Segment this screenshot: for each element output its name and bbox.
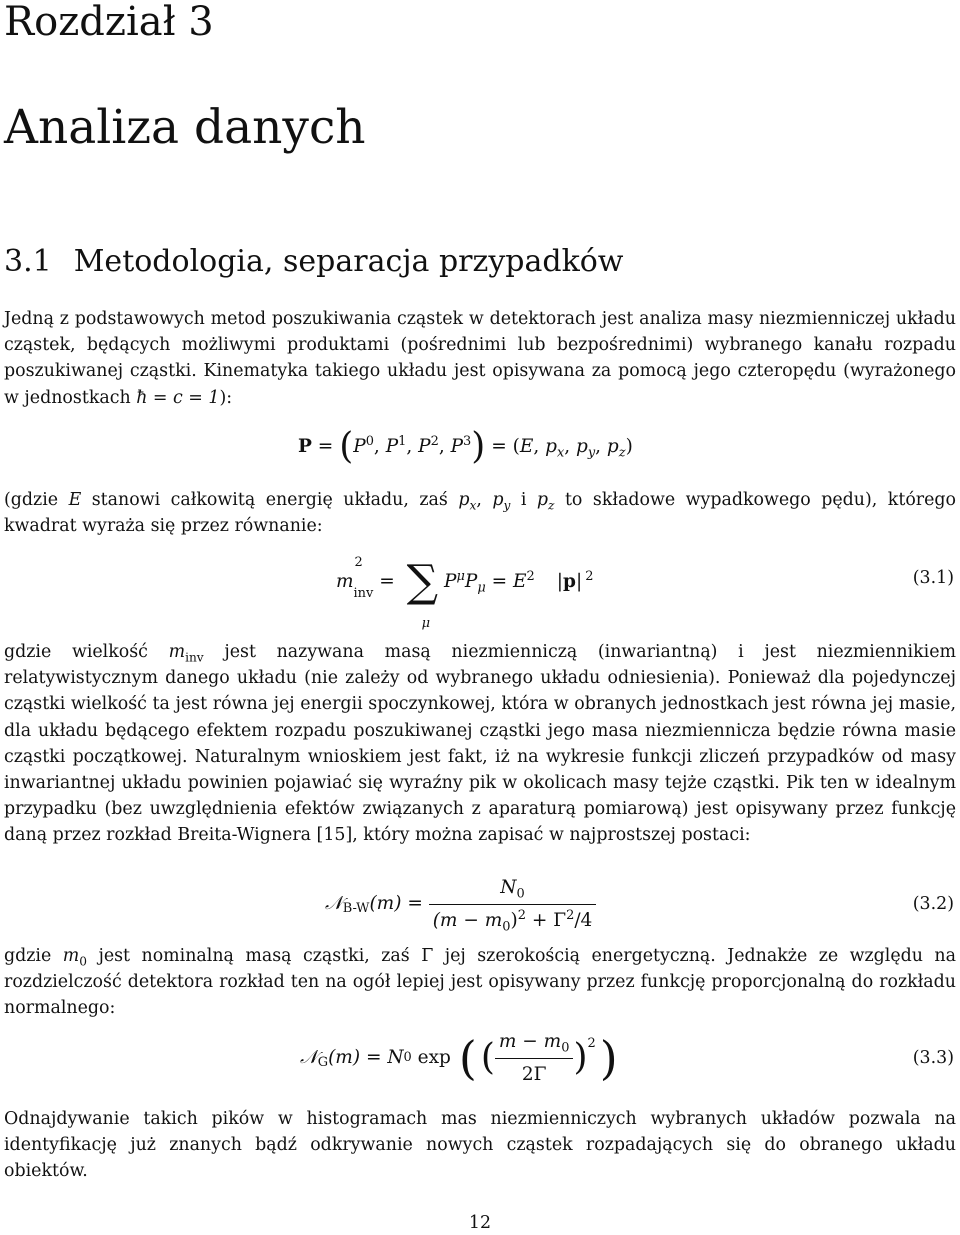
eq-equals: = [360, 1047, 388, 1068]
paragraph-invariant-mass [4, 639, 956, 849]
inline-math-sub: inv [185, 650, 204, 665]
eq-symbol: 𝒩 [300, 1047, 318, 1068]
text-run: jest nazywana masą niezmienniczą (inwariantną) i jest niezmiennikiem relatywistycznym danego układu (nie zależy od wybranego układu odniesienia). Ponieważ dla pojedynczej cząstki wielkość ta jest równa jej energii spoczynkowej, która w obranych jednostkach jest równa jej masie, dla układu będącego efektem rozpadu poszukiwanej cząstki jego masa niezmiennicza będzie równa masie cząstki początkowej. Naturalnym wnioskiem jest fakt, iż na wykresie funkcji zliczeń przypadków od masy inwariantnej układu powinien pojawiać się wyraźny pik w okolicach masy tejże cząstki. Pik ten w idealnym przypadku (bez uwzględnienia efektów związanych z aparaturą pomiarową) jest opisywany przez funkcję daną przez rozkład Breita-Wignera [15], który można zapisać w najprostszej postaci: [4, 642, 957, 846]
fraction-denominator: 2Γ [521, 1063, 547, 1085]
eq-term: + Γ [525, 909, 567, 931]
eq-symbol: p [563, 571, 576, 592]
paragraph-conclusion: Odnajdywanie takich pików w histogramach mas niezmienniczych wybranych układów pozwala na identyfikację już znanych bądź odkrywanie nowych cząstek rozpadających się do obranego układu obiektów. [4, 1109, 956, 1182]
eq-symbol: P [464, 571, 478, 592]
text-run: jej szerokością energetyczną. Jednakże ze względu na rozdzielczość detektora rozkład ten na ogół lepiej jest opisywany przez funkcję proporcjonalną do rozkładu normalnego: [4, 946, 957, 1019]
chapter-title: Analiza danych [4, 100, 366, 155]
paren-open: ( [480, 1037, 495, 1078]
inline-math-sub: z [548, 498, 555, 513]
eq-term: /4 [574, 909, 593, 931]
equation-number: (3.3) [912, 1048, 954, 1068]
inline-math-sub: y [503, 498, 511, 513]
paragraph-intro-text: Jedną z podstawowych metod poszukiwania cząstek w detektorach jest analiza masy niezmienniczej układu cząstek, będących możliwymi produktami (pośrednimi lub bezpośrednimi) wybranego kanału rozpadu poszukiwanej cząstki. Kinematyka takiego układu jest opisywana za pomocą jego czteropędu (wyrażonego w jednostkach [4, 309, 956, 408]
eq-term: m − m [498, 1030, 562, 1052]
text-run: (gdzie [4, 490, 69, 510]
eq-symbol: 𝒩 [325, 893, 343, 914]
rhs-part: p [606, 436, 619, 457]
section-heading [4, 240, 624, 284]
fraction [495, 1028, 574, 1089]
paren-open: ( [339, 426, 354, 467]
rhs-part: p [576, 436, 588, 457]
eq-function: exp [411, 1047, 451, 1068]
eq-symbol: E [513, 571, 527, 592]
fraction-numerator [495, 1028, 574, 1059]
component: P [385, 436, 399, 457]
section-number: 3.1 [4, 244, 52, 279]
fraction-numerator [429, 874, 597, 905]
inline-math-sub: x [469, 498, 477, 513]
inline-math: p [458, 490, 470, 510]
eq-sup: 2 [585, 568, 594, 584]
text-run: i [510, 490, 537, 510]
paren-close: ) [573, 1037, 588, 1078]
inline-math: Γ [421, 946, 434, 966]
eq-arg: (m) [328, 1047, 361, 1068]
abs-bar: | [556, 571, 564, 592]
eq-sup: 2 [526, 568, 535, 584]
inline-math: m [62, 946, 80, 966]
fraction-denominator [429, 905, 597, 935]
equation-3-2: 𝒩 $_{B-W}$ (m) = $\frac{N_0}{(m - m_0)^2 + \Gamma^2/4}$ (3.2) [0, 874, 960, 934]
eq-sup: 2 [517, 907, 526, 923]
eq-equals: = [311, 436, 340, 457]
document-page: Rozdział 3 Analiza danych 3.1 Metodologia, separacja przypadków Jedną z podstawowych metod poszukiwania cząstek w detektorach jest analiza masy niezmienniczej układu cząstek, będących możliwymi produktami (pośrednimi lub bezpośrednimi) wybranego kanału rozpadu poszukiwanej cząstki. Kinematyka takiego układu jest opisywana za pomocą jego czteropędu (wyrażonego w jednostkach ħ = c = 1): $P = (P^0$, $P^1$, $P^2$, $P^3) = (E$, $p_x$, $p_y$, $p_z$) (gdzie E stanowi całkowitą energię układu, zaś $p_x$, $p_y$ i $p_z$ to składowe wypadkowego pędu), którego kwadrat wyraża się przez równanie: m 2 $_{inv}$ = ∑ μ $P^\mu P_\mu = E^2$ |p| $^2$ (3.1) gdzie wielkość $m_{inv}$ jest nazywana masą niezmienniczą (inwariantną) i jest niezmiennikiem relatywistycznym danego układu (nie zależy od wybranego układu odniesienia). Ponieważ dla pojedynczej cząstki wielkość ta jest równa jej energii spoczynkowej, która w obranych jednostkach jest równa jej masie, dla układu będącego efektem rozpadu poszukiwanej cząstki jego masa niezmiennicza będzie równa masie cząstki początkowej. Naturalnym wnioskiem jest fakt, iż na wykresie funkcji zliczeń przypadków od masy inwariantnej układu powinien pojawiać się wyraźny pik w okolicach masy tejże cząstki. Pik ten w idealnym przypadku (bez uwzględnienia efektów związanych z aparaturą pomiarową) jest opisywany przez funkcję daną przez rozkład Breita-Wignera [15], który można zapisać w najprostszej postaci: 𝒩 $_{B-W}$ (m) = $\frac{N_0}{(m - m_0)^2 + \Gamma^2/4}$ (3.2) gdzie $m_0$ jest nominalną masą cząstki, zaś Γ jej szerokością energetyczną. Jednakże ze względu na rozdzielczość detektora rozkład ten na ogół lepiej jest opisywany przez funkcję proporcjonalną do rozkładu normalnego: 𝒩 $_G$ (m) = N 0 exp ( ( $\frac{m - m_0}{2\Gamma}$ ) $^2$ ) (3.3) Odnajdywanie takich pików w histogramach mas niezmienniczych wybranych układów pozwala na identyfikację już znanych bądź odkrywanie nowych cząstek rozpadających się do obranego układu obiektów. 12 [0, 0, 960, 1235]
equation-number: (3.2) [912, 894, 954, 914]
sum-symbol [406, 556, 439, 631]
section-title: Metodologia, separacja przypadków [73, 244, 624, 279]
eq-term: (m − m [432, 909, 503, 931]
eq-arg: (m) [369, 893, 402, 914]
text-run: to składowe wypadkowego pędu), którego kwadrat wyraża się przez równanie: [4, 490, 957, 537]
text-run: jest nominalną masą cząstki, zaś [86, 946, 422, 966]
rhs-part: E [519, 436, 534, 457]
text-run: stanowi całkowitą energię układu, zaś [81, 490, 459, 510]
eq-equals: = [401, 893, 429, 914]
paragraph-components [4, 487, 956, 539]
eq-symbol: m [336, 571, 354, 592]
eq-sub: μ [477, 580, 486, 596]
eq-term: ) [510, 909, 518, 931]
eq-equals: = [485, 571, 514, 592]
eq-equals: = [373, 571, 401, 592]
text-run: , [476, 490, 493, 510]
rhs-part: p [545, 436, 557, 457]
inline-math: p [492, 490, 504, 510]
rhs-sub: z [618, 445, 626, 461]
inline-math: p [536, 490, 549, 510]
component: P [450, 436, 464, 457]
eq-sup: μ [456, 568, 465, 584]
eq-sub: inv [353, 585, 374, 601]
sum-index: μ [421, 616, 431, 631]
equation-3-3: 𝒩 $_G$ (m) = N 0 exp ( ( $\frac{m - m_0}{2\Gamma}$ ) $^2$ ) (3.3) [0, 1026, 960, 1090]
eq-symbol: P [444, 571, 457, 592]
eq-sup: 2 [566, 907, 575, 923]
abs-bar: | [575, 571, 583, 592]
fraction [429, 874, 597, 935]
component-index: 2 [430, 433, 439, 449]
component-index: 1 [398, 433, 407, 449]
inline-math-units: ħ = c = 1 [136, 387, 220, 408]
paragraph-resolution [4, 943, 956, 1022]
text-run: gdzie wielkość [4, 642, 169, 662]
eq-symbol: N [500, 876, 517, 898]
component-index: 3 [463, 433, 472, 449]
paren-close: ) [599, 1031, 618, 1085]
rhs-sub: x [556, 445, 565, 461]
paren-open: ( [458, 1031, 477, 1085]
chapter-label: Rozdział 3 [4, 0, 214, 45]
page-number: 12 [468, 1213, 492, 1233]
eq-sub: 0 [502, 919, 511, 935]
component: P [418, 436, 431, 457]
rhs-sub: y [587, 445, 596, 461]
paragraph-intro [4, 306, 956, 411]
paren-close: ) [471, 426, 486, 467]
component-index: 0 [365, 433, 374, 449]
sum-glyph: ∑ [406, 556, 439, 607]
inline-math-sub: 0 [79, 954, 87, 969]
eq-sub: 0 [516, 886, 525, 902]
paragraph-intro-tail: ): [219, 387, 233, 408]
eq-sub: 0 [561, 1040, 570, 1056]
inline-math: m [168, 642, 186, 662]
eq-symbol: N [387, 1047, 404, 1068]
text-run: gdzie [4, 946, 63, 966]
component: P [353, 436, 366, 457]
equation-number: (3.1) [912, 568, 954, 588]
eq-lhs: P [298, 436, 312, 457]
inline-math: E [68, 490, 82, 510]
